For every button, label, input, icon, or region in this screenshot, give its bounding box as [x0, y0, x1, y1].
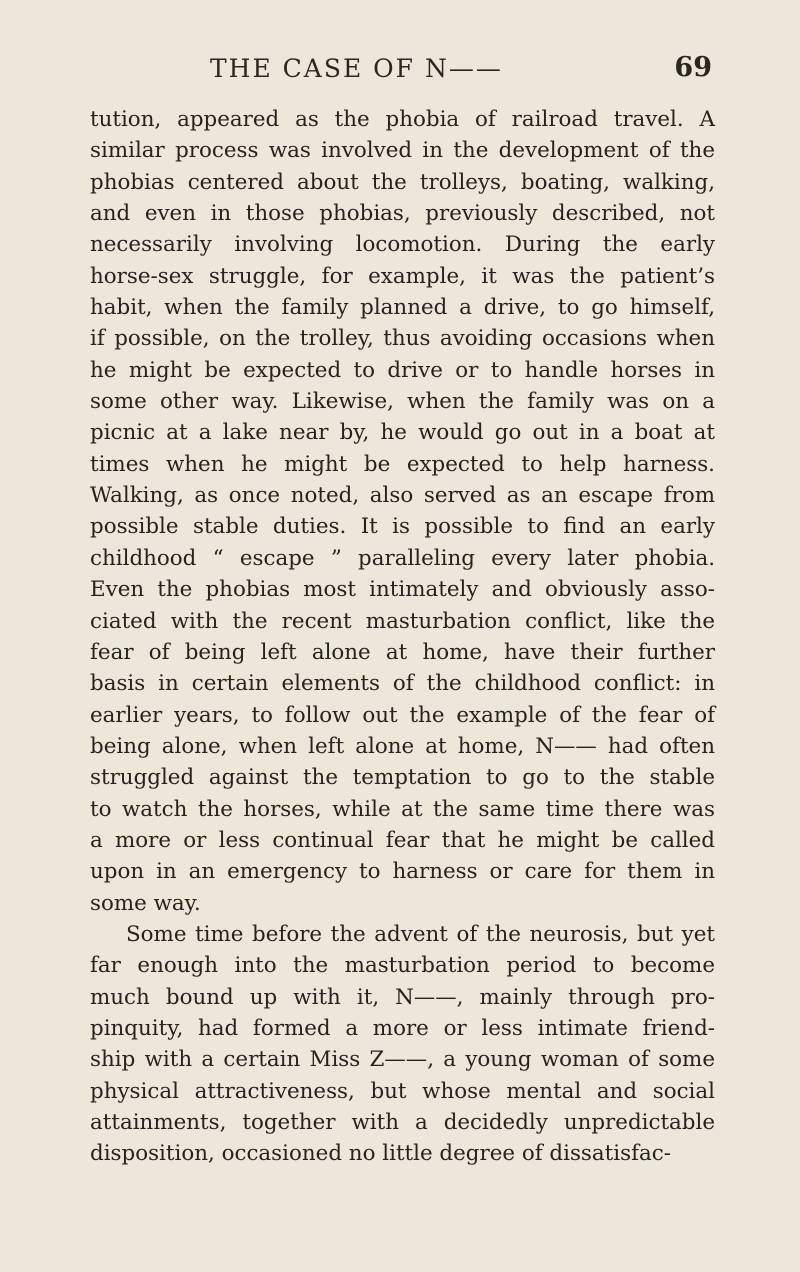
text-line: some way.	[90, 890, 201, 916]
text-line: much bound up with it, N——, mainly through pro-	[90, 984, 715, 1010]
text-line: struggled against the temptation to go to the stable	[90, 765, 715, 791]
text-line: habit, when the family planned a drive, to go himself,	[90, 295, 715, 321]
text-line: upon in an emergency to harness or care for them in	[90, 859, 715, 885]
text-line: physical attractiveness, but whose mental and social	[90, 1078, 715, 1104]
paragraph-1	[90, 104, 715, 919]
body-text	[90, 104, 715, 1170]
text-line: horse-sex struggle, for example, it was the patient’s	[90, 263, 715, 289]
text-line: attainments, together with a decidedly unpredictable	[90, 1110, 715, 1135]
text-line: basis in certain elements of the childhood conflict: in	[90, 671, 715, 697]
text-line: possible stable duties. It is possible to find an early	[90, 514, 715, 540]
text-line: fear of being left alone at home, have their further	[90, 639, 715, 665]
page-number: 69	[674, 52, 712, 83]
text-line: being alone, when left alone at home, N—— had often	[90, 733, 715, 759]
text-line: Walking, as once noted, also served as an escape from	[90, 483, 715, 509]
text-line: Some time before the advent of the neurosis, but yet	[126, 921, 715, 947]
text-line: picnic at a lake near by, he would go out in a boat at	[90, 420, 715, 446]
text-line: to watch the horses, while at the same time there was	[90, 796, 715, 822]
text-line: a more or less continual fear that he might be called	[90, 827, 715, 853]
paragraph-2	[90, 919, 715, 1170]
text-line: phobias centered about the trolleys, boating, walking,	[90, 169, 715, 195]
text-line: far enough into the masturbation period to become	[90, 953, 715, 979]
running-head	[90, 50, 712, 90]
text-line: some other way. Likewise, when the family was on a	[90, 389, 715, 415]
text-line: he might be expected to drive or to handle horses in	[90, 357, 715, 383]
text-line: Even the phobias most intimately and obviously asso-	[90, 577, 715, 603]
text-line: and even in those phobias, previously described, not	[90, 201, 715, 227]
text-line: pinquity, had formed a more or less intimate friend-	[90, 1015, 715, 1041]
text-line: disposition, occasioned no little degree of dissatisfac-	[90, 1141, 671, 1167]
text-line: similar process was involved in the development of the	[90, 138, 715, 164]
running-title: THE CASE OF N——	[210, 54, 503, 83]
text-line: childhood “ escape ” paralleling every later phobia.	[90, 545, 715, 571]
text-line: ship with a certain Miss Z——, a young woman of some	[90, 1047, 715, 1073]
text-line: tution, appeared as the phobia of railroad travel. A	[90, 107, 715, 132]
text-line: necessarily involving locomotion. During the early	[90, 232, 715, 258]
text-line: if possible, on the trolley, thus avoiding occasions when	[90, 326, 715, 352]
text-line: times when he might be expected to help harness.	[90, 451, 715, 477]
text-line: ciated with the recent masturbation conflict, like the	[90, 608, 715, 634]
text-line: earlier years, to follow out the example of the fear of	[90, 702, 715, 728]
